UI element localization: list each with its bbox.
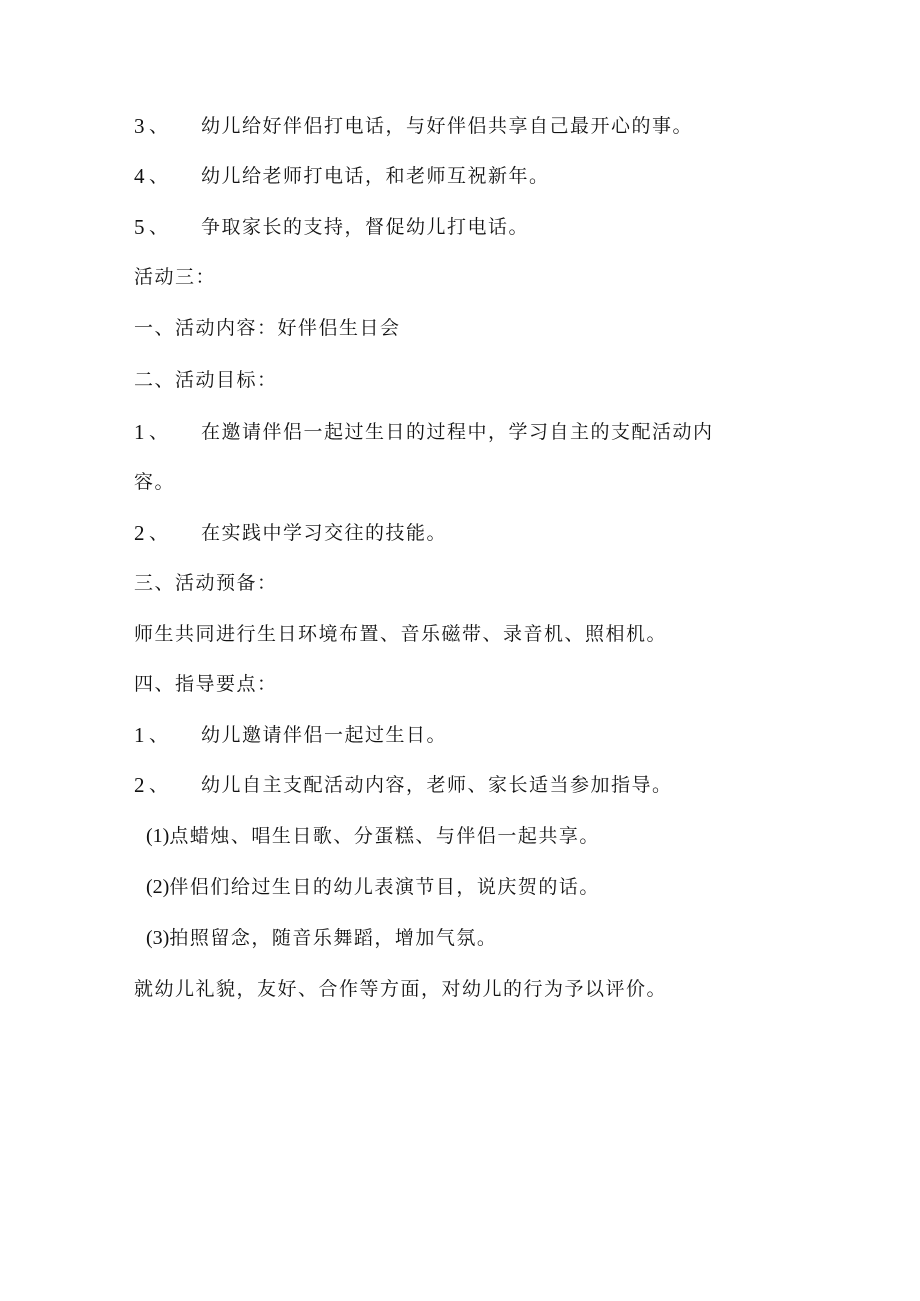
sub-item-marker: (1) [146,825,170,847]
sub-item-text: 伴侣们给过生日的幼儿表演节目，说庆贺的话。 [169,876,600,898]
paragraph-text: 一、活动内容：好伴侣生日会 [134,317,401,339]
item-text: 争取家长的支持，督促幼儿打电话。 [201,216,530,238]
item-separator: 、 [149,774,170,796]
sub-item-text: 点蜡烛、唱生日歌、分蛋糕、与伴侣一起共享。 [169,825,600,847]
sub-item-content [146,926,497,950]
item-separator: 、 [149,165,170,187]
paragraph-text: 三、活动预备： [134,572,278,594]
item-number: 5 [134,215,145,239]
item-text: 在邀请伴侣一起过生日的过程中，学习自主的支配活动内 [201,421,714,443]
paragraph-text: 容。 [134,471,176,493]
section-heading-text: 活动三： [134,266,217,288]
paragraph-text: 二、活动目标： [134,369,278,391]
item-number: 1 [134,723,145,747]
item-text: 幼儿自主支配活动内容，老师、家长适当参加指导。 [201,774,673,796]
item-text: 幼儿给老师打电话，和老师互祝新年。 [201,165,550,187]
item-separator: 、 [149,115,170,137]
item-separator: 、 [149,724,170,746]
item-number: 3 [134,114,145,138]
item-separator: 、 [149,522,170,544]
sub-item-marker: (3) [146,927,170,949]
paragraph-text: 师生共同进行生日环境布置、音乐磁带、录音机、照相机。 [134,623,668,645]
item-number: 2 [134,773,145,797]
paragraph-text: 四、指导要点： [134,673,278,695]
item-separator: 、 [149,421,170,443]
item-text: 幼儿邀请伴侣一起过生日。 [201,724,448,746]
item-separator: 、 [149,216,170,238]
sub-item-content [146,875,600,899]
item-text: 幼儿给好伴侣打电话，与好伴侣共享自己最开心的事。 [201,115,694,137]
sub-item-text: 拍照留念，随音乐舞蹈，增加气氛。 [169,927,498,949]
item-text: 在实践中学习交往的技能。 [201,522,448,544]
item-number: 1 [134,420,145,444]
paragraph-text: 就幼儿礼貌，友好、合作等方面，对幼儿的行为予以评价。 [134,978,668,1000]
sub-item-content [146,824,600,848]
item-number: 2 [134,521,145,545]
item-number: 4 [134,164,145,188]
sub-item-marker: (2) [146,876,170,898]
